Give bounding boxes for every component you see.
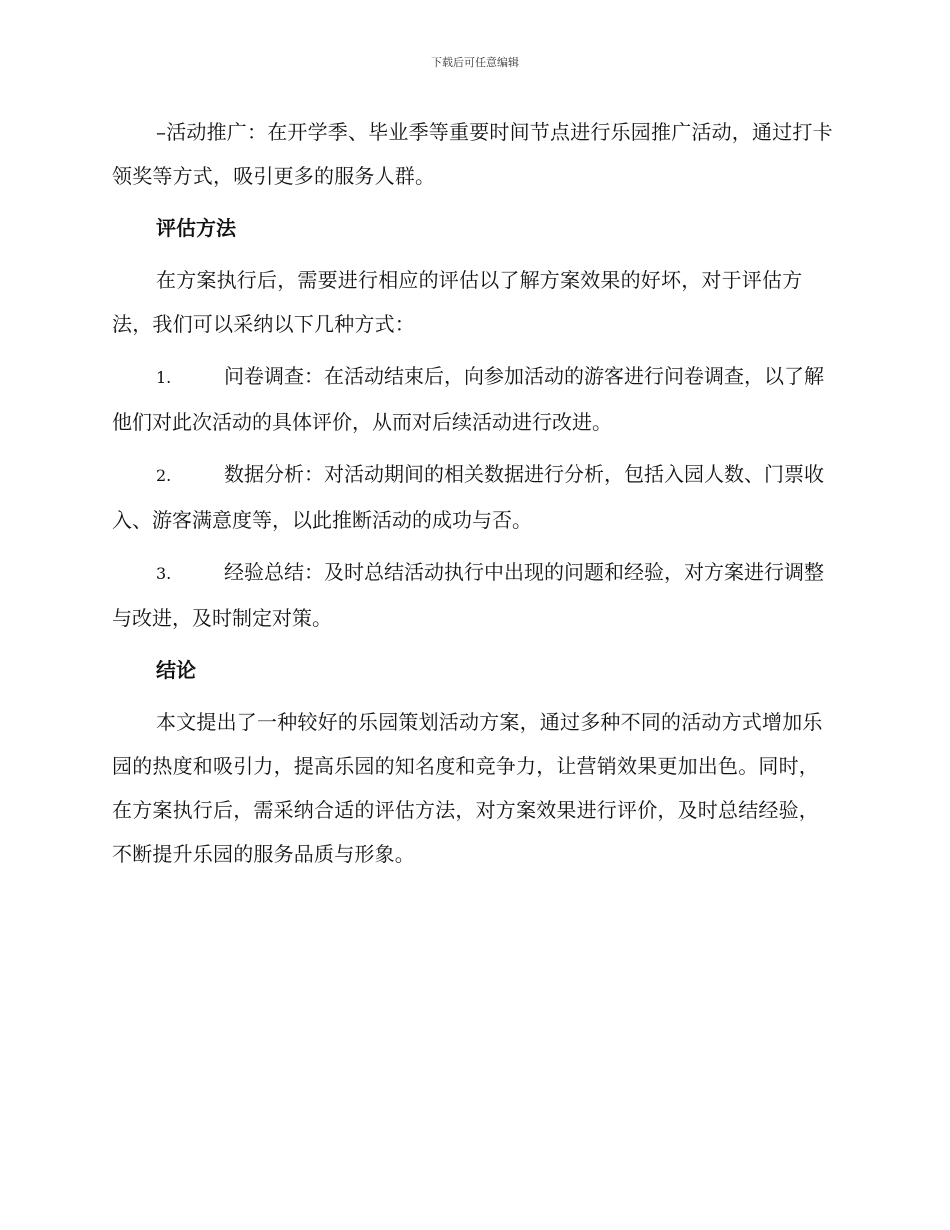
list-number: 3. <box>156 564 172 583</box>
list-number: 2. <box>156 466 172 485</box>
list-item <box>112 354 836 444</box>
list-number: 1. <box>156 368 172 387</box>
list-item-text: 数据分析：对活动期间的相关数据进行分析，包括入园人数、门票收入、游客满意度等，以此推断活动的成功与否。 <box>112 462 824 532</box>
list-item-text: 经验总结：及时总结活动执行中出现的问题和经验，对方案进行调整与改进，及时制定对策。 <box>112 560 824 630</box>
list-item <box>112 550 836 640</box>
evaluation-intro-paragraph: 在方案执行后，需要进行相应的评估以了解方案效果的好坏，对于评估方法，我们可以采纳以下几种方式： <box>112 268 803 336</box>
document-body <box>112 110 836 884</box>
section-heading-conclusion: 结论 <box>156 658 196 682</box>
list-item-text: 问卷调查：在活动结束后，向参加活动的游客进行问卷调查，以了解他们对此次活动的具体评价，从而对后续活动进行改进。 <box>112 364 824 434</box>
conclusion-paragraph: 本文提出了一种较好的乐园策划活动方案，通过多种不同的活动方式增加乐园的热度和吸引力，提高乐园的知名度和竞争力，让营销效果更加出色。同时，在方案执行后，需采纳合适的评估方法，对方案效果进行评价，及时总结经验，不断提升乐园的服务品质与形象。 <box>112 710 823 866</box>
list-item <box>112 452 836 542</box>
page-header: 下载后可任意编辑 <box>431 56 519 69</box>
section-heading-evaluation: 评估方法 <box>156 216 236 240</box>
promo-paragraph: –活动推广：在开学季、毕业季等重要时间节点进行乐园推广活动，通过打卡领奖等方式，吸引更多的服务人群。 <box>112 120 833 188</box>
